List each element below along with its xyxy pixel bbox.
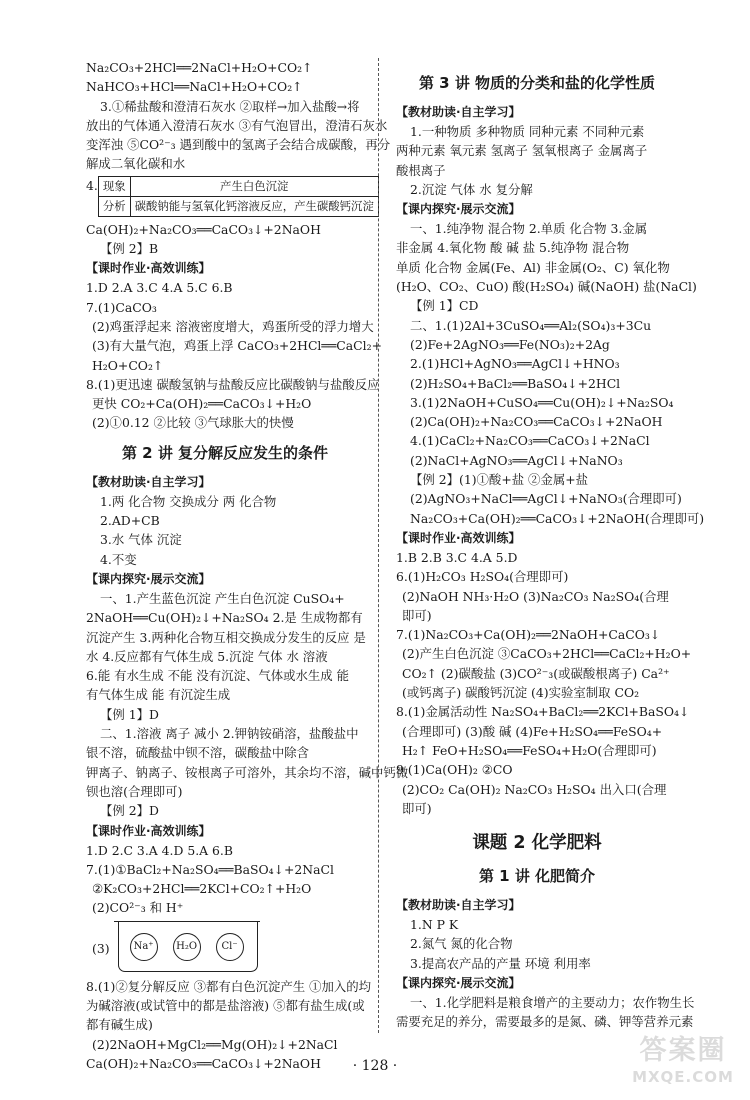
text-line: (2)①0.12 ②比较 ③气球胀大的快慢 [92, 415, 294, 431]
text-line: 7.(1)Na₂CO₃+Ca(OH)₂══2NaOH+CaCO₃↓ [396, 627, 661, 643]
table-row [98, 176, 378, 196]
text-line: 即可) [402, 607, 432, 623]
text-line: (2)Fe+2AgNO₃══Fe(NO₃)₂+2Ag [410, 336, 610, 352]
text-line: Ca(OH)₂+Na₂CO₃══CaCO₃↓+2NaOH [86, 1055, 321, 1071]
section-tag: 【课时作业·高效训练】 [86, 823, 211, 838]
text-line: CO₂↑ (2)碳酸盐 (3)CO²⁻₃(或碳酸根离子) Ca²⁺ [402, 665, 670, 681]
text-line: H₂↑ FeO+H₂SO₄══FeSO₄+H₂O(合理即可) [402, 742, 657, 758]
example-label: 【例 2】(1)①酸+盐 ②金属+盐 [410, 472, 588, 488]
text-line: 都有碱生成) [86, 1017, 153, 1033]
example-label: 【例 1】CD [410, 298, 479, 314]
text-line: 变浑浊 ⑤CO²⁻₃ 遇到酸中的氢离子会结合成碳酸，再分 [86, 137, 391, 153]
text-line: (2)2NaOH+MgCl₂══Mg(OH)₂↓+2NaCl [92, 1036, 338, 1052]
text-line: 1.两 化合物 交换成分 两 化合物 [100, 493, 277, 509]
section-tag: 【教材助读·自主学习】 [396, 105, 521, 119]
watermark-logo [624, 1034, 742, 1094]
observation-table [98, 176, 379, 217]
text-line: 酸根离子 [396, 162, 446, 178]
text-line: 6.能 有水生成 不能 没有沉淀、气体或水生成 能 [86, 668, 349, 684]
text-line: 水 4.反应都有气体生成 5.沉淀 气体 水 溶液 [86, 648, 328, 664]
text-line: (H₂O、CO₂、CuO) 酸(H₂SO₄) 碱(NaOH) 盐(NaCl) [396, 279, 697, 295]
ion-circle: Na⁺ [130, 933, 158, 961]
watermark-url: MXQE.COM [632, 1068, 734, 1086]
text-line: 一、1.产生蓝色沉淀 产生白色沉淀 CuSO₄+ [100, 590, 345, 606]
table-cell: 产生白色沉淀 [130, 176, 378, 196]
figure-label: (3) [92, 941, 110, 957]
lesson-title: 第 3 讲 物质的分类和盐的化学性质 [418, 74, 656, 92]
text-line: 7.(1)①BaCl₂+Na₂SO₄══BaSO₄↓+2NaCl [86, 861, 334, 877]
lesson-title: 第 1 讲 化肥简介 [478, 867, 596, 886]
text-line: 1.N P K [410, 917, 459, 933]
text-line: (2)Ca(OH)₂+Na₂CO₃══CaCO₃↓+2NaOH [410, 414, 663, 430]
section-tag: 【教材助读·自主学习】 [396, 898, 521, 913]
table-row [98, 196, 378, 216]
text-line: 需要充足的养分，需要最多的是氮、磷、钾等营养元素 [396, 1014, 694, 1030]
text-line: 解成二氧化碳和水 [86, 156, 186, 172]
text-line: (2)产生白色沉淀 ③CaCO₃+2HCl══CaCl₂+H₂O+ [402, 646, 692, 662]
text-line: 2NaOH══Cu(OH)₂↓+Na₂SO₄ 2.是 生成物都有 [86, 610, 363, 626]
text-line: (2)NaCl+AgNO₃══AgCl↓+NaNO₃ [410, 452, 623, 468]
ion-circle: Cl⁻ [216, 933, 244, 961]
example-label: 【例 2】B [100, 241, 159, 257]
text-line: (2)NaOH NH₃·H₂O (3)Na₂CO₃ Na₂SO₄(合理 [402, 588, 669, 604]
text-line: 3.提高农产品的产量 环境 利用率 [410, 955, 591, 971]
text-line: 3.(1)2NaOH+CuSO₄══Cu(OH)₂↓+Na₂SO₄ [410, 394, 674, 410]
text-line: 钡也溶(合理即可) [86, 783, 183, 799]
left-top-lines [86, 58, 391, 174]
text-line: 为碱溶液(或试管中的都是盐溶液) ⑤都有盐生成(或 [86, 997, 365, 1013]
table-cell-label: 分析 [98, 196, 130, 216]
text-line: 8.(1)金属活动性 Na₂SO₄+BaCl₂══2KCl+BaSO₄↓ [396, 704, 690, 720]
watermark-text: 答案圈 [639, 1035, 727, 1066]
text-line: 沉淀产生 3.两种化合物互相交换成分发生的反应 是 [86, 629, 366, 645]
text-line: ②K₂CO₃+2HCl══2KCl+CO₂↑+H₂O [92, 881, 312, 897]
text-line: 2.氮气 氮的化合物 [410, 936, 513, 952]
text-line: 1.D 2.C 3.A 4.D 5.A 6.B [86, 842, 233, 858]
text-line: (3)有大量气泡，鸡蛋上浮 CaCO₃+2HCl══CaCl₂+ [92, 338, 382, 354]
text-line: 4.不变 [100, 551, 137, 567]
example-label: 【例 2】D [100, 803, 159, 819]
text-line: (2)鸡蛋浮起来 溶液密度增大，鸡蛋所受的浮力增大 [92, 318, 374, 334]
ion-circle: H₂O [173, 933, 201, 961]
text-line: 二、1.溶液 离子 减小 2.钾钠铵硝溶，盐酸盐中 [100, 726, 359, 742]
lesson-title: 第 2 讲 复分解反应发生的条件 [121, 443, 329, 462]
page-number: · 128 · [352, 1058, 398, 1074]
text-line: 二、1.(1)2Al+3CuSO₄══Al₂(SO₄)₃+3Cu [410, 317, 652, 333]
text-line: 非金属 4.氧化物 酸 碱 盐 5.纯净物 混合物 [396, 240, 630, 256]
topic-title: 课题 2 化学肥料 [472, 833, 602, 854]
section-tag: 【教材助读·自主学习】 [86, 474, 211, 489]
text-line: 2.AD+CB [100, 513, 160, 529]
column-divider [378, 58, 379, 1033]
text-line: H₂O+CO₂↑ [92, 357, 164, 373]
text-line: 一、1.纯净物 混合物 2.单质 化合物 3.金属 [410, 221, 648, 237]
text-line: 8.(1)②复分解反应 ③都有白色沉淀产生 ①加入的均 [86, 978, 372, 994]
text-line: 1.B 2.B 3.C 4.A 5.D [396, 549, 518, 565]
text-line: Ca(OH)₂+Na₂CO₃══CaCO₃↓+2NaOH [86, 221, 321, 237]
text-line: 2.沉淀 气体 水 复分解 [410, 181, 533, 197]
table-cell-label: 现象 [98, 176, 130, 196]
text-line: 两种元素 氧元素 氢离子 氢氧根离子 金属离子 [396, 143, 648, 159]
section-tag: 【课时作业·高效训练】 [396, 530, 521, 545]
text-line: (或钙离子) 碳酸钙沉淀 (4)实验室制取 CO₂ [402, 685, 640, 701]
text-line: 6.(1)H₂CO₃ H₂SO₄(合理即可) [396, 569, 569, 585]
text-line: 单质 化合物 金属(Fe、Al) 非金属(O₂、C) 氧化物 [396, 259, 670, 275]
text-line: Na₂CO₃+2HCl══2NaCl+H₂O+CO₂↑ [86, 60, 313, 75]
section-tag: 【课内探究·展示交流】 [396, 202, 521, 217]
text-line: 银不溶，硫酸盐中钡不溶，碳酸盐中除含 [86, 745, 310, 761]
text-line: 9.(1)Ca(OH)₂ ②CO [396, 762, 513, 778]
text-line: 放出的气体通入澄清石灰水 ③有气泡冒出，澄清石灰水 [86, 117, 388, 133]
section-tag: 【课内探究·展示交流】 [396, 975, 521, 990]
example-label: 【例 1】D [100, 706, 159, 722]
right-column [396, 58, 705, 1032]
text-line: 即可) [402, 800, 432, 816]
beaker-diagram [118, 921, 268, 977]
text-line: 4.(1)CaCl₂+Na₂CO₃══CaCO₃↓+2NaCl [410, 433, 650, 449]
text-line: NaHCO₃+HCl══NaCl+H₂O+CO₂↑ [86, 79, 303, 95]
text-line: 8.(1)更迅速 碳酸氢钠与盐酸反应比碳酸钠与盐酸反应 [86, 376, 380, 392]
table-number: 4. [86, 177, 98, 193]
text-line: 1.一种物质 多种物质 同种元素 不同种元素 [410, 124, 645, 139]
text-line: (2)CO²⁻₃ 和 H⁺ [92, 900, 184, 916]
text-line: 1.D 2.A 3.C 4.A 5.C 6.B [86, 280, 233, 296]
table-cell: 碳酸钠能与氢氧化钙溶液反应，产生碳酸钙沉淀 [130, 196, 378, 216]
text-line: Na₂CO₃+Ca(OH)₂══CaCO₃↓+2NaOH(合理即可) [410, 510, 705, 526]
text-line: (合理即可) (3)酸 碱 (4)Fe+H₂SO₄══FeSO₄+ [402, 723, 663, 739]
text-line: 有气体生成 能 有沉淀生成 [86, 687, 231, 703]
text-line: 3.水 气体 沉淀 [100, 532, 182, 548]
text-line: (2)AgNO₃+NaCl══AgCl↓+NaNO₃(合理即可) [410, 491, 682, 507]
text-line: 钾离子、钠离子、铵根离子可溶外，其余均不溶，碱中钙微 [86, 764, 409, 780]
text-line: 7.(1)CaCO₃ [86, 299, 157, 315]
observation-table-block [86, 176, 374, 217]
text-line: 更快 CO₂+Ca(OH)₂══CaCO₃↓+H₂O [92, 396, 312, 412]
section-tag: 【课时作业·高效训练】 [86, 261, 211, 276]
text-line: 3.①稀盐酸和澄清石灰水 ②取样→加入盐酸→将 [100, 98, 360, 114]
text-line: 2.(1)HCl+AgNO₃══AgCl↓+HNO₃ [410, 356, 620, 372]
text-line: 一、1.化学肥料是粮食增产的主要动力；农作物生长 [410, 994, 695, 1010]
section-tag: 【课内探究·展示交流】 [86, 571, 211, 586]
text-line: (2)H₂SO₄+BaCl₂══BaSO₄↓+2HCl [410, 375, 621, 391]
beaker-figure [86, 921, 364, 977]
text-line: (2)CO₂ Ca(OH)₂ Na₂CO₃ H₂SO₄ 出入口(合理 [402, 781, 667, 797]
